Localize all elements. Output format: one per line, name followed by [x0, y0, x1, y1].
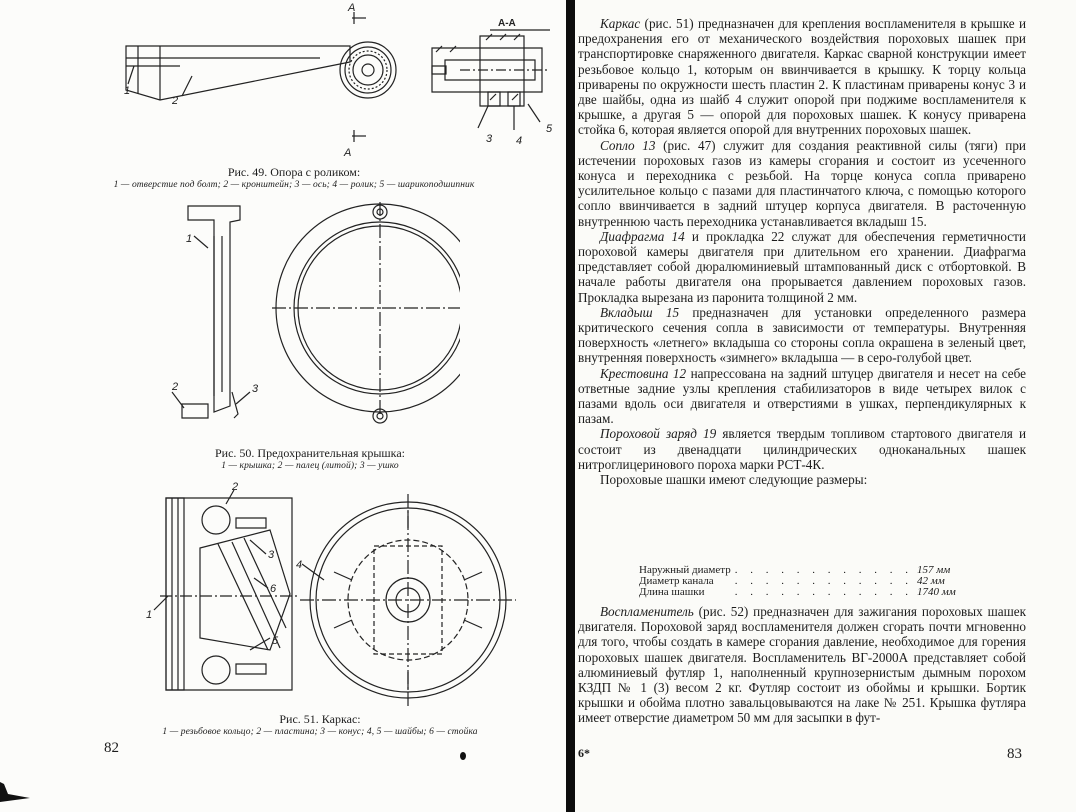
body-text-continued: [578, 604, 1026, 726]
term: Пороховой заряд 19: [600, 426, 717, 442]
figure-51-title: Рис. 51. Каркас:: [279, 712, 361, 726]
dot-leader: . . . . . . . . . . . .: [734, 565, 913, 576]
corner-mark: [0, 772, 40, 802]
term: Крестовина 12: [600, 365, 687, 381]
paragraph-text: (рис. 51) предназначен для крепления воспламенителя в крышке и предохранения его от механического воздействия пороховых шашек при транспортировке снаряженного двигателя. Каркас сварной конструкции имеет резьбовое кольцо 1, которым он ввинчивается в крышку. К торцу кольца приварены по окружности шесть пластин 2. К пластинам приварены конус 3 и две шайбы, одна из шайб 4 служит опорой при поджиме воспламенителя к крышке, а другая 5 — опорой для пороховых шашек. К конусу приварена стойка 6, которая является опорой для внутренних пороховых шашек.: [578, 16, 1026, 138]
figure-49-caption: [20, 166, 568, 192]
figure-50-drawing: [160, 196, 460, 436]
paragraph-text: предназначен для установки определенного размера критического сечения сопла в зависимости от температуры. Внутренняя поверхность «летнего» вкладыша со стороны сопла окрашена в зеленый цвет, внутренняя поверхность «зимнего» вкладыша — в серо-голубой цвет.: [578, 304, 1026, 366]
paragraph-text: Пороховые шашки имеют следующие размеры:: [600, 472, 868, 488]
figure-49-title: Рис. 49. Опора с роликом:: [227, 165, 361, 179]
right-page: [575, 0, 1076, 812]
grain-sizes-table: [637, 565, 958, 598]
paragraph-vkladysh: [578, 305, 1026, 366]
fig51-label-5: 5: [272, 635, 279, 647]
fig49-label-2: 2: [172, 95, 179, 107]
size-value: 1740 мм: [916, 586, 956, 598]
fig51-label-4: 4: [296, 559, 303, 571]
paragraph-krestovina: [578, 366, 1026, 427]
paragraph-soplo: [578, 138, 1026, 229]
paragraph-text: (рис. 47) служит для создания реактивной силы (тяги) при истечении пороховых газов из камеры сгорания и состоит из усеченного конуса и переходника с резьбой. На торце конуса сопла приварено усилительное кольцо с пазами для пластинчатого ключа, с помощью которого сопло ввинчивается в задний штуцер корпуса двигателя. В расточенную внутреннюю часть переходника устанавливается вкладыш 15.: [578, 137, 1026, 229]
fig49-label-5: 5: [546, 123, 553, 135]
table-row: [637, 587, 958, 598]
size-name: Наружный диаметр: [639, 564, 731, 576]
fig49-label-1: 1: [124, 85, 131, 97]
fig50-label-1: 1: [186, 233, 193, 245]
figure-50-legend: 1 — крышка; 2 — палец (литой); 3 — ушко: [221, 461, 399, 471]
fig50-label-2: 2: [172, 381, 179, 393]
fig49-label-3: 3: [486, 133, 493, 145]
paragraph-vosplamenitel: [578, 604, 1026, 726]
term: Вкладыш 15: [600, 304, 680, 320]
fig49-section-letter-top: А: [348, 2, 356, 14]
fig49-section-letter-bottom: А: [344, 147, 352, 159]
right-page-number: 83: [1007, 746, 1022, 762]
figure-51-caption: [150, 713, 490, 739]
term: Каркас: [600, 16, 641, 31]
left-page-number: 82: [104, 740, 119, 756]
figure-49-legend: 1 — отверстие под болт; 2 — кронштейн; 3 — ось; 4 — ролик; 5 — шарикоподшипник: [113, 180, 475, 190]
fig49-section-label: А-А: [498, 18, 516, 29]
fig50-label-3: 3: [252, 383, 259, 395]
term: Воспламенитель: [600, 604, 694, 619]
paragraph-text: и прокладка 22 служат для обеспечения герметичности пороховой камеры двигателя при длительном его хранении. Диафрагма представляет собой дюралюминиевый штампованный диск с отбортовкой. В начале работы двигателя она прорывается давлением пороховых газов. Прокладка вырезана из паронита толщиной 2 мм.: [578, 228, 1026, 305]
paragraph-text: является твердым топливом стартового двигателя и состоит из двенадцати цилиндрических одноканальных шашек нитроглицеринового пороха марки РСТ-4К.: [578, 426, 1026, 472]
figure-51-drawing: [140, 478, 540, 710]
size-name: Диаметр канала: [639, 575, 714, 587]
signature-mark: 6*: [578, 746, 590, 760]
term: Диафрагма 14: [600, 228, 685, 244]
dot-leader: . . . . . . . . . . . .: [734, 587, 913, 598]
ink-mark: [460, 752, 466, 760]
body-text: [578, 16, 1026, 487]
fig51-label-2: 2: [232, 481, 239, 493]
dot-leader: . . . . . . . . . . . .: [734, 576, 913, 587]
size-name: Длина шашки: [639, 586, 705, 598]
figure-51-legend: 1 — резьбовое кольцо; 2 — пластина; 3 — конус; 4, 5 — шайбы; 6 — стойка: [162, 727, 478, 737]
figure-50-title: Рис. 50. Предохранительная крышка:: [215, 446, 405, 460]
paragraph-sizes-intro: [578, 472, 1026, 487]
figure-50-caption: [120, 447, 500, 473]
paragraph-text: (рис. 52) предназначен для зажигания пороховых шашек двигателя. Пороховой заряд воспламенителя должен сгорать почти мгновенно для того, чтобы создать в камере сгорания давление, необходимое для горения пороховых шашек двигателя. Воспламенитель ВГ-2000А представляет собой алюминиевый футляр 1, наполненный крупнозернистым дымным порохом КЗДП № 1 (3) весом 2 кг. Футляр состоит из обоймы и крышки. Бортик крышки и обойма плотно завальцовываются на лаке № 251. Крышка футляра имеет отверстие диаметром 50 мм для засыпки в фут-: [578, 604, 1026, 726]
figure-49-drawing: [120, 0, 560, 162]
term: Сопло 13: [600, 137, 656, 153]
paragraph-text: напрессована на задний штуцер двигателя и несет на себе ответные задние узлы крепления стабилизаторов в виде четырех вилок с пазами вдоль оси двигателя и отверстиями в ушках, перпендикулярных к пазам.: [578, 365, 1026, 427]
paragraph-zaryad: [578, 426, 1026, 472]
size-value: 157 мм: [916, 564, 951, 576]
fig49-label-4: 4: [516, 135, 523, 147]
paragraph-diafragma: [578, 229, 1026, 305]
paragraph-karkas: [578, 16, 1026, 138]
size-value: 42 мм: [916, 575, 945, 587]
fig51-label-6: 6: [270, 583, 277, 595]
fig51-label-1: 1: [146, 609, 153, 621]
fig51-label-3: 3: [268, 549, 275, 561]
